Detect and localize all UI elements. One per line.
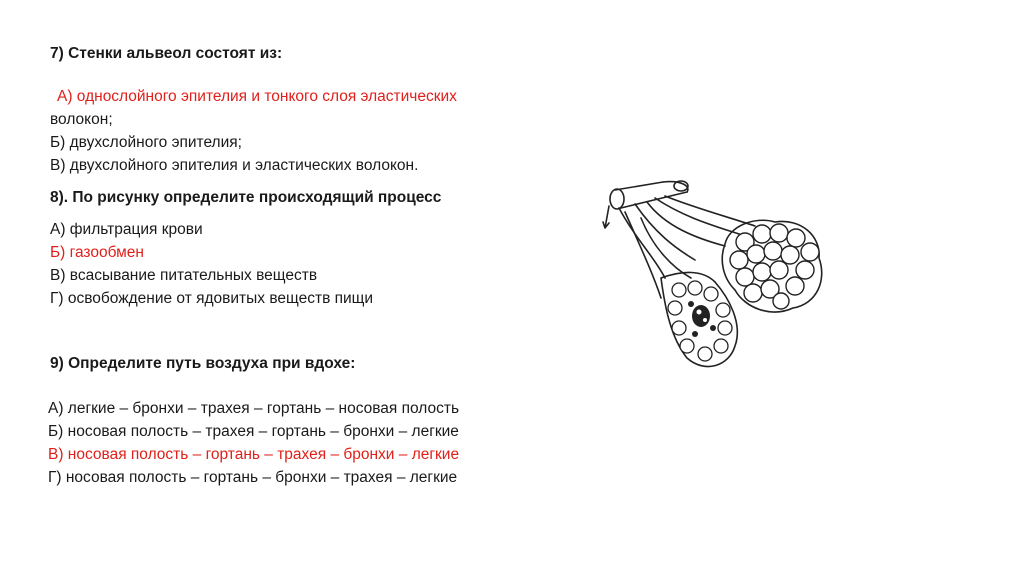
question-8-answer-b: Б) газообмен: [50, 244, 144, 261]
question-9-answer-d: Г) носовая полость – гортань – бронхи – трахея – легкие: [48, 469, 458, 486]
question-8-title: 8). По рисунку определите происходящий процесс: [50, 189, 442, 206]
alveoli-drawing: [595, 178, 845, 378]
question-7-answer-a-line1: А) однослойного эпителия и тонкого слоя эластических: [57, 88, 457, 105]
question-7-title: 7) Стенки альвеол состоят из:: [50, 45, 283, 62]
question-8-answer-a: А) фильтрация крови: [50, 221, 203, 238]
question-9-title: 9) Определите путь воздуха при вдохе:: [50, 355, 356, 372]
question-8-answer-c: В) всасывание питательных веществ: [50, 267, 318, 284]
alveoli-illustration: [595, 178, 845, 378]
question-7-answer-a-line2: волокон;: [50, 111, 113, 128]
question-9-answer-a: А) легкие – бронхи – трахея – гортань – носовая полость: [48, 400, 460, 417]
question-9-answer-c: В) носовая полость – гортань – трахея – бронхи – легкие: [48, 446, 460, 463]
question-7-answer-c: В) двухслойного эпителия и эластических волокон.: [50, 157, 419, 174]
question-9-answer-b: Б) носовая полость – трахея – гортань – бронхи – легкие: [48, 423, 459, 440]
question-8-answer-d: Г) освобождение от ядовитых веществ пищи: [50, 290, 374, 307]
question-7-answer-b: Б) двухслойного эпителия;: [50, 134, 242, 151]
